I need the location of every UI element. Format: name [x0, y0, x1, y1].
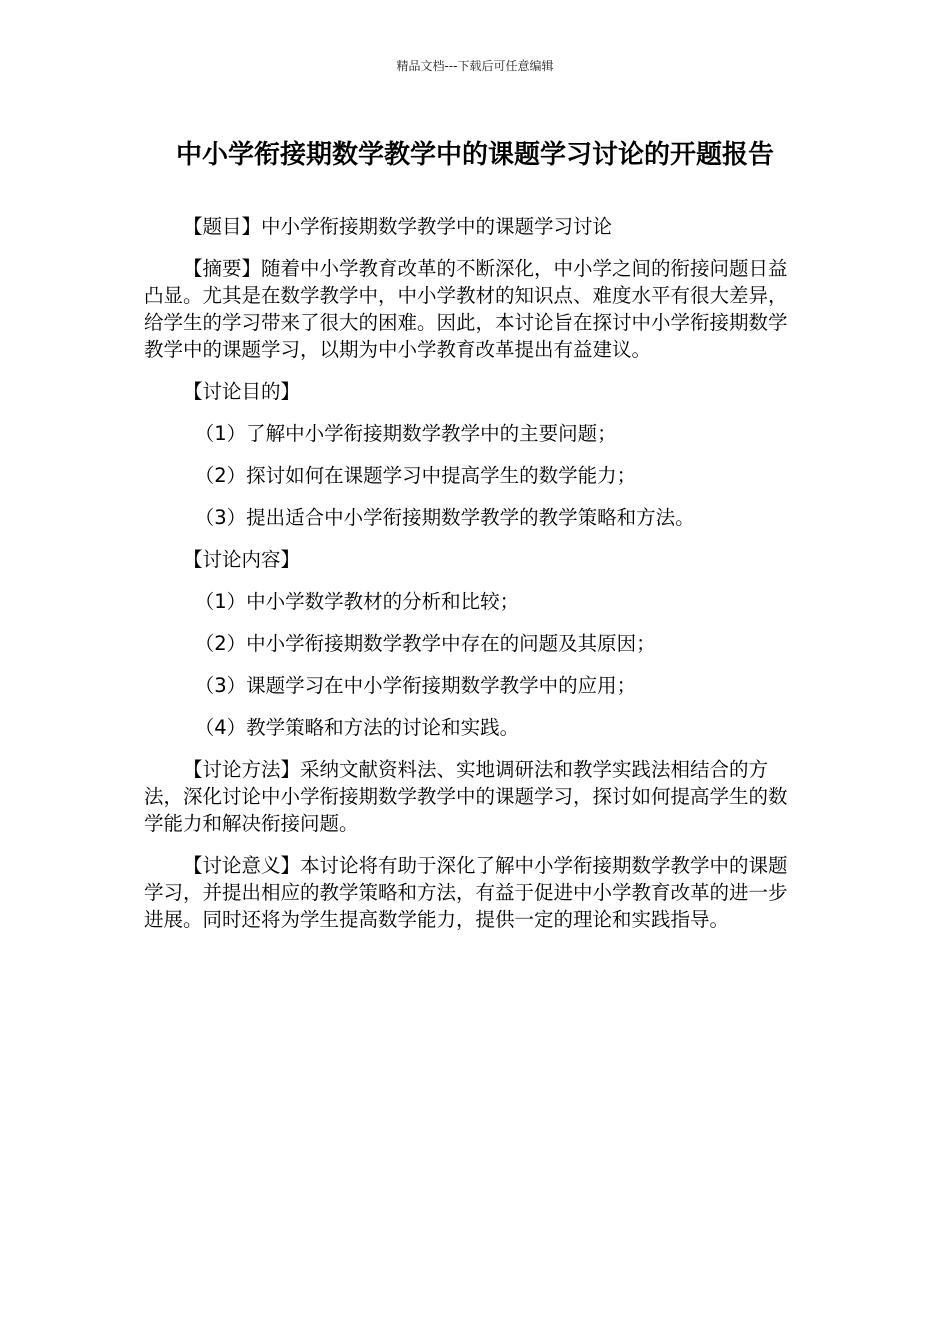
significance-paragraph: 【讨论意义】本讨论将有助于深化了解中小学衔接期数学教学中的课题学习，并提出相应的教学策略和方法，有益于促进中小学教育改革的进一步进展。同时还将为学生提高数学能力，提供一定的理论和实践指导。 [144, 854, 788, 931]
purpose-item: （1）了解中小学衔接期数学教学中的主要问题； [194, 422, 617, 445]
method-paragraph: 【讨论方法】采纳文献资料法、实地调研法和教学实践法相结合的方法，深化讨论中小学衔接期数学教学中的课题学习，探讨如何提高学生的数学能力和解决衔接问题。 [144, 758, 788, 835]
purpose-item: （3）提出适合中小学衔接期数学教学的教学策略和方法。 [194, 506, 695, 529]
content-item: （1）中小学数学教材的分析和比较； [194, 590, 520, 613]
document-title: 中小学衔接期数学教学中的课题学习讨论的开题报告 [175, 140, 774, 170]
content-heading: 【讨论内容】 [183, 548, 301, 571]
topic-paragraph: 【题目】中小学衔接期数学教学中的课题学习讨论 [183, 215, 613, 238]
content-item: （4）教学策略和方法的讨论和实践。 [194, 716, 520, 739]
abstract-paragraph: 【摘要】随着中小学教育改革的不断深化，中小学之间的衔接问题日益凸显。尤其是在数学教学中，中小学教材的知识点、难度水平有很大差异，给学生的学习带来了很大的困难。因此，本讨论旨在探讨中小学衔接期数学教学中的课题学习，以期为中小学教育改革提出有益建议。 [144, 257, 788, 361]
purpose-item: （2）探讨如何在课题学习中提高学生的数学能力； [194, 464, 637, 487]
header-note: 精品文档---下载后可任意编辑 [396, 59, 554, 73]
content-item: （3）课题学习在中小学衔接期数学教学中的应用； [194, 674, 637, 697]
purpose-heading: 【讨论目的】 [183, 380, 301, 403]
content-item: （2）中小学衔接期数学教学中存在的问题及其原因； [194, 632, 656, 655]
document-body [144, 213, 804, 948]
